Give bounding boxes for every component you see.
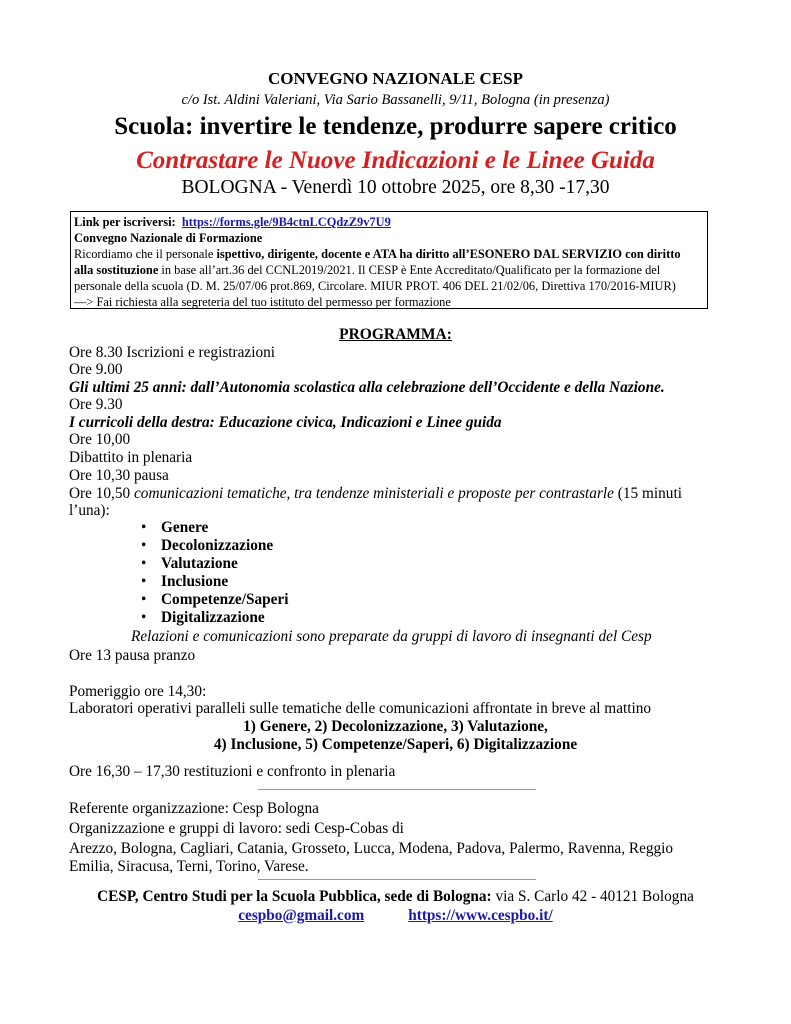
topic-item	[141, 555, 288, 573]
topic-item	[141, 519, 288, 537]
workshops-list-1: 1) Genere, 2) Decolonizzazione, 3) Valutazione,	[243, 718, 548, 735]
topic-label: Digitalizzazione	[161, 609, 265, 626]
footer-contacts	[0, 907, 791, 925]
footer-address	[0, 888, 791, 906]
org-groups-1: Organizzazione e gruppi di lavoro: sedi Cesp-Cobas di	[69, 820, 404, 837]
conference-title: Scuola: invertire le tendenze, produrre sapere critico	[114, 113, 677, 140]
workshops-list-2: 4) Inclusione, 5) Competenze/Saperi, 6) Digitalizzazione	[213, 736, 578, 753]
bullet-icon: •	[141, 573, 147, 590]
bullet-icon: •	[141, 519, 147, 536]
program-line-workshops: Laboratori operativi paralleli sulle tematiche delle comunicazioni affrontate in breve al mattino	[69, 700, 652, 717]
program-line-closing: Ore 16,30 – 17,30 restituzioni e confronto in plenaria	[69, 763, 396, 780]
org-groups-2: Arezzo, Bologna, Cagliari, Catania, Grosseto, Lucca, Modena, Padova, Palermo, Ravenna, Reggio	[69, 840, 674, 857]
communications-desc: comunicazioni tematiche, tra tendenze ministeriali e proposte per contrastarle	[134, 485, 614, 502]
program-line-lunch: Ore 13 pausa pranzo	[69, 647, 196, 664]
bullet-icon: •	[141, 537, 147, 554]
info-text-2a: alla sostituzione	[74, 263, 159, 277]
registration-info-box	[70, 211, 708, 309]
program-talk-1: Gli ultimi 25 anni: dall’Autonomia scolastica alla celebrazione dell’Occidente e della Nazione.	[69, 379, 665, 396]
program-line-registration: Ore 8.30 Iscrizioni e registrazioni	[69, 344, 276, 361]
info-text-2b: in base all’art.36 del CCNL2019/2021. Il CESP è Ente Accreditato/Qualificato per la formazione del	[158, 263, 661, 277]
info-text-line-3: personale della scuola (D. M. 25/07/06 prot.869, Circolare. MIUR PROT. 406 DEL 21/02/06, Direttiva 170/2016-MIUR)	[74, 279, 676, 293]
bullet-icon: •	[141, 591, 147, 608]
org-referent: Referente organizzazione: Cesp Bologna	[69, 800, 319, 817]
program-line-each: l’una):	[69, 502, 110, 519]
info-text-line-1	[74, 246, 704, 262]
program-line-afternoon: Pomeriggio ore 14,30:	[69, 683, 207, 700]
divider	[258, 879, 536, 880]
footer-street: via S. Carlo 42 - 40121 Bologna	[491, 888, 694, 905]
communications-duration: (15 minuti	[613, 485, 682, 502]
communications-time: Ore 10,50	[69, 485, 134, 502]
program-line-time-1000: Ore 10,00	[69, 431, 131, 448]
conference-org-title: CONVEGNO NAZIONALE CESP	[267, 69, 524, 88]
info-text-1b: ispettivo, dirigente, docente e ATA ha diritto all’ESONERO DAL SERVIZIO con diritto	[216, 247, 681, 261]
relations-note: Relazioni e comunicazioni sono preparate da gruppi di lavoro di insegnanti del Cesp	[131, 628, 652, 645]
program-talk-2: I curricoli della destra: Educazione civica, Indicazioni e Linee guida	[69, 414, 502, 431]
bullet-icon: •	[141, 555, 147, 572]
program-line-communications	[69, 485, 682, 503]
registration-link[interactable]: https://forms.gle/9B4ctnLCQdzZ9v7U9	[181, 215, 391, 229]
topic-label: Genere	[161, 519, 209, 536]
conference-subtitle: Contrastare le Nuove Indicazioni e le Linee Guida	[136, 147, 655, 174]
venue-address: c/o Ist. Aldini Valeriani, Via Sario Bassanelli, 9/11, Bologna (in presenza)	[181, 92, 610, 108]
info-text-line-2	[74, 262, 704, 278]
email-link[interactable]: cespbo@gmail.com	[238, 907, 365, 924]
bullet-icon: •	[141, 609, 147, 626]
org-groups-3: Emilia, Siracusa, Terni, Torino, Varese.	[69, 858, 309, 875]
topic-item	[141, 591, 288, 609]
conference-date: BOLOGNA - Venerdì 10 ottobre 2025, ore 8,30 -17,30	[181, 177, 610, 198]
program-line-break: Ore 10,30 pausa	[69, 467, 169, 484]
divider	[258, 789, 536, 790]
topic-item	[141, 573, 288, 591]
program-title: PROGRAMMA:	[339, 326, 452, 343]
registration-link-label: Link per iscriversi:	[74, 215, 176, 229]
program-line-time-900: Ore 9.00	[69, 361, 123, 378]
website-link[interactable]: https://www.cespbo.it/	[408, 907, 553, 924]
topics-list	[141, 519, 288, 627]
info-text-line-4: —> Fai richiesta alla segreteria del tuo istituto del permesso per formazione	[74, 295, 451, 309]
topic-label: Inclusione	[161, 573, 229, 590]
program-line-debate: Dibattito in plenaria	[69, 449, 193, 466]
topic-label: Competenze/Saperi	[161, 591, 289, 608]
info-heading: Convegno Nazionale di Formazione	[74, 231, 263, 245]
topic-item	[141, 537, 288, 555]
program-line-time-930: Ore 9.30	[69, 396, 123, 413]
registration-link-line	[74, 214, 704, 230]
topic-label: Valutazione	[161, 555, 238, 572]
topic-item	[141, 609, 288, 627]
info-text-1a: Ricordiamo che il personale	[74, 247, 217, 261]
topic-label: Decolonizzazione	[161, 537, 274, 554]
footer-center-name: CESP, Centro Studi per la Scuola Pubblica, sede di Bologna:	[97, 888, 492, 905]
